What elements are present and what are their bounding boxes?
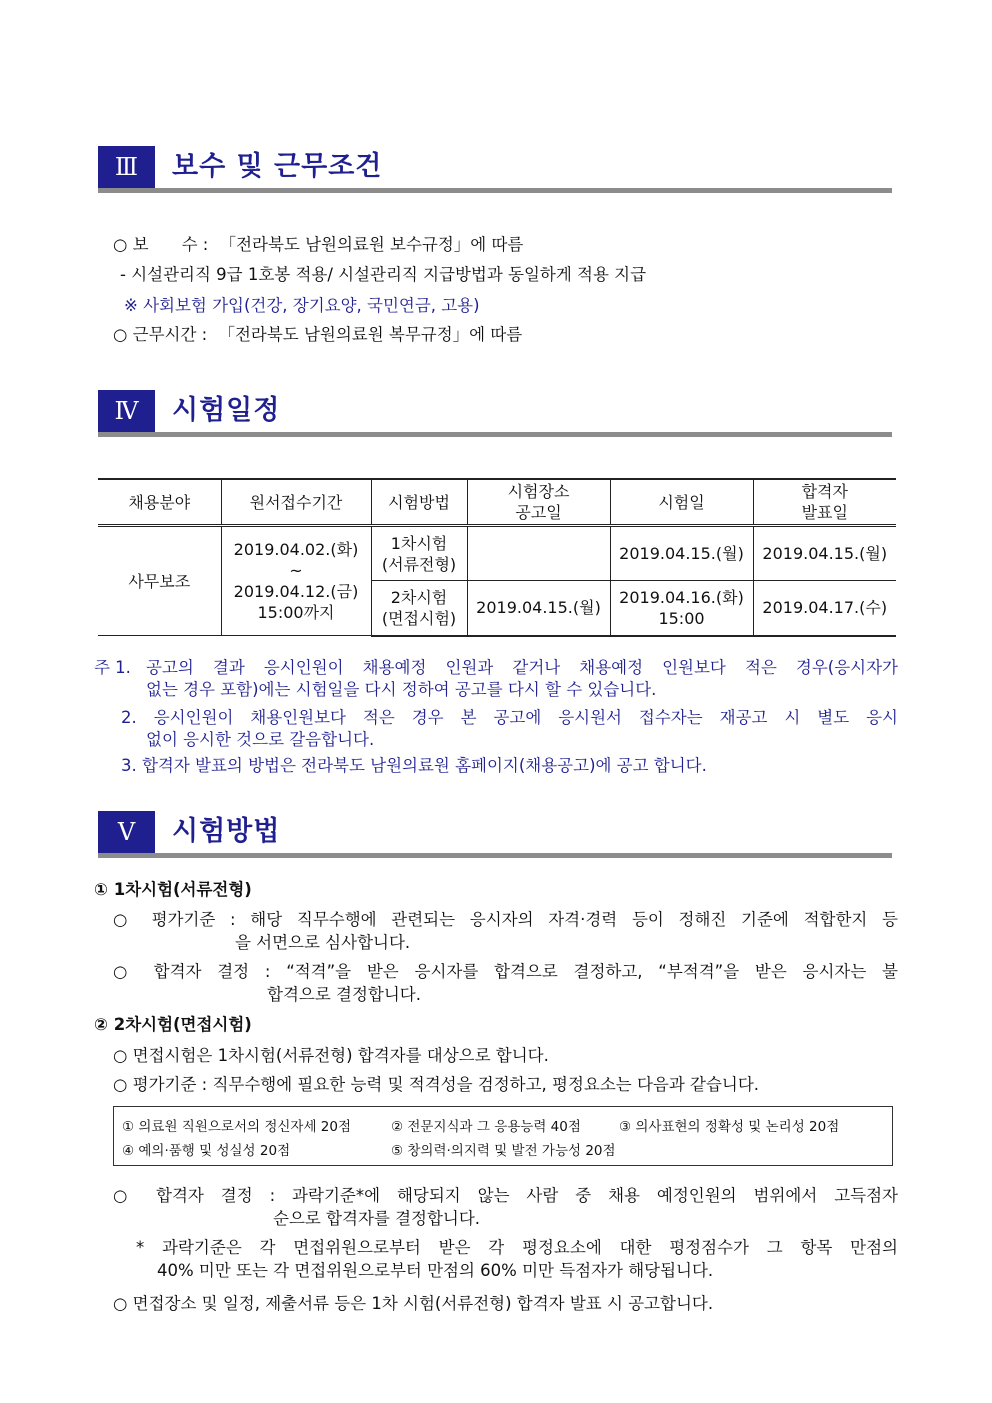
header-field: 채용분야 bbox=[98, 479, 221, 526]
section-divider bbox=[98, 188, 892, 193]
section-divider bbox=[98, 432, 892, 437]
table-row bbox=[98, 526, 896, 581]
eval-item: ④ 예의·품행 및 성실성 20점 bbox=[122, 1143, 291, 1159]
cell-date bbox=[610, 581, 753, 636]
cell-place: 2019.04.15.(월) bbox=[467, 581, 610, 636]
first-criteria-a: ○ 평가기준 : 해당 직무수행에 관련되는 응시자의 자격·경력 등이 정해진 기준에 적합한지 등 bbox=[113, 910, 898, 929]
pay-sub-line: - 시설관리직 9급 1호봉 적용/ 시설관리직 지급방법과 동일하게 적용 지급 bbox=[120, 265, 647, 284]
header-pass bbox=[753, 479, 896, 526]
first-decision-b: 합격으로 결정합니다. bbox=[267, 985, 421, 1004]
period-end: 2019.04.12.(금) bbox=[233, 582, 359, 601]
note-prefix: 주 1. bbox=[94, 658, 131, 677]
cell-period bbox=[221, 526, 371, 636]
hours-line bbox=[113, 321, 522, 345]
cell-method bbox=[371, 526, 467, 581]
header-place bbox=[467, 479, 610, 526]
first-criteria-b: 을 서면으로 심사합니다. bbox=[235, 933, 411, 952]
cutoff-note-b: 40% 미만 또는 각 면접위원으로부터 만점의 60% 미만 득점자가 해당됩니다. bbox=[157, 1261, 714, 1280]
eval-item: ⑤ 창의력·의지력 및 발전 가능성 20점 bbox=[391, 1143, 616, 1159]
header-pass-b: 발표일 bbox=[801, 503, 848, 522]
section-title: 시험일정 bbox=[172, 395, 281, 426]
header-period: 원서접수기간 bbox=[221, 479, 371, 526]
period-start: 2019.04.02.(화) bbox=[233, 540, 359, 559]
method-b: (면접시험) bbox=[381, 608, 457, 628]
interview-target: ○ 면접시험은 1차시험(서류전형) 합격자를 대상으로 합니다. bbox=[113, 1046, 549, 1065]
pay-text: 「전라북도 남원의료원 보수규정」에 따름 bbox=[219, 235, 524, 254]
section-number: Ⅲ bbox=[98, 146, 155, 188]
section-title: 시험방법 bbox=[172, 816, 281, 847]
header-place-a: 시험장소 bbox=[507, 482, 570, 501]
cell-place bbox=[467, 526, 610, 581]
header-place-b: 공고일 bbox=[515, 503, 562, 522]
note-2b: 없이 응시한 것으로 갈음합니다. bbox=[146, 730, 375, 749]
method-b: (서류전형) bbox=[381, 554, 457, 574]
cell-field: 사무보조 bbox=[98, 526, 221, 636]
date-b: 15:00 bbox=[658, 608, 705, 628]
hours-label: ○ 근무시간 : bbox=[113, 325, 208, 344]
section-3-header bbox=[98, 146, 892, 196]
method-a: 2차시험 bbox=[390, 587, 448, 607]
cell-date: 2019.04.15.(월) bbox=[610, 526, 753, 581]
second-decision-a: ○ 합격자 결정 : 과락기준*에 해당되지 않는 사람 중 채용 예정인원의 범위에서 고득점자 bbox=[113, 1186, 898, 1205]
note-1a: 공고의 결과 응시인원이 채용예정 인원과 같거나 채용예정 인원보다 적은 경우(응시자가 bbox=[146, 658, 898, 677]
note-2a: 2. 응시인원이 채용인원보다 적은 경우 본 공고에 응시원서 접수자는 재공고 시 별도 응시 bbox=[121, 708, 898, 727]
method-a: 1차시험 bbox=[390, 533, 448, 553]
section-divider bbox=[98, 853, 892, 858]
exam-schedule-table bbox=[98, 478, 896, 637]
section-5-header bbox=[98, 811, 892, 861]
eval-item: ② 전문지식과 그 응용능력 40점 bbox=[391, 1119, 581, 1135]
cell-pass: 2019.04.17.(수) bbox=[753, 581, 896, 636]
section-number: Ⅳ bbox=[98, 390, 155, 432]
hours-text: 「전라북도 남원의료원 복무규정」에 따름 bbox=[218, 325, 523, 344]
second-decision-b: 순으로 합격자를 결정합니다. bbox=[273, 1209, 481, 1228]
date-a: 2019.04.16.(화) bbox=[619, 587, 744, 607]
header-pass-a: 합격자 bbox=[801, 482, 848, 501]
eval-item: ③ 의사표현의 정확성 및 논리성 20점 bbox=[619, 1119, 840, 1135]
first-exam-heading: ① 1차시험(서류전형) bbox=[94, 880, 252, 899]
evaluation-items-box bbox=[113, 1106, 893, 1166]
section-title: 보수 및 근무조건 bbox=[172, 151, 383, 182]
period-tilde: ~ bbox=[289, 561, 303, 580]
table-header-row bbox=[98, 479, 896, 526]
period-end-time: 15:00까지 bbox=[257, 603, 335, 622]
pay-label: ○ 보 수 : bbox=[113, 235, 209, 254]
cutoff-note-a: * 과락기준은 각 면접위원으로부터 받은 각 평정요소에 대한 평정점수가 그 항목 만점의 bbox=[136, 1238, 898, 1257]
header-date: 시험일 bbox=[610, 479, 753, 526]
header-method: 시험방법 bbox=[371, 479, 467, 526]
pay-line bbox=[113, 231, 523, 255]
note-3: 3. 합격자 발표의 방법은 전라북도 남원의료원 홈페이지(채용공고)에 공고 합니다. bbox=[121, 756, 707, 775]
interview-info: ○ 면접장소 및 일정, 제출서류 등은 1차 시험(서류전형) 합격자 발표 시 공고합니다. bbox=[113, 1294, 714, 1313]
first-decision-a: ○ 합격자 결정 : “적격”을 받은 응시자를 합격으로 결정하고, “부적격”을 받은 응시자는 불 bbox=[113, 962, 898, 981]
interview-criteria: ○ 평가기준 : 직무수행에 필요한 능력 및 적격성을 검정하고, 평정요소는 다음과 같습니다. bbox=[113, 1075, 760, 1094]
note-1b: 없는 경우 포함)에는 시험일을 다시 정하여 공고를 다시 할 수 있습니다. bbox=[146, 680, 657, 699]
second-exam-heading: ② 2차시험(면접시험) bbox=[94, 1015, 252, 1034]
cell-method bbox=[371, 581, 467, 636]
section-4-header bbox=[98, 390, 892, 440]
section-number: Ⅴ bbox=[98, 811, 155, 853]
eval-item: ① 의료원 직원으로서의 정신자세 20점 bbox=[122, 1119, 352, 1135]
cell-pass: 2019.04.15.(월) bbox=[753, 526, 896, 581]
insurance-note: ※ 사회보험 가입(건강, 장기요양, 국민연금, 고용) bbox=[124, 296, 480, 315]
